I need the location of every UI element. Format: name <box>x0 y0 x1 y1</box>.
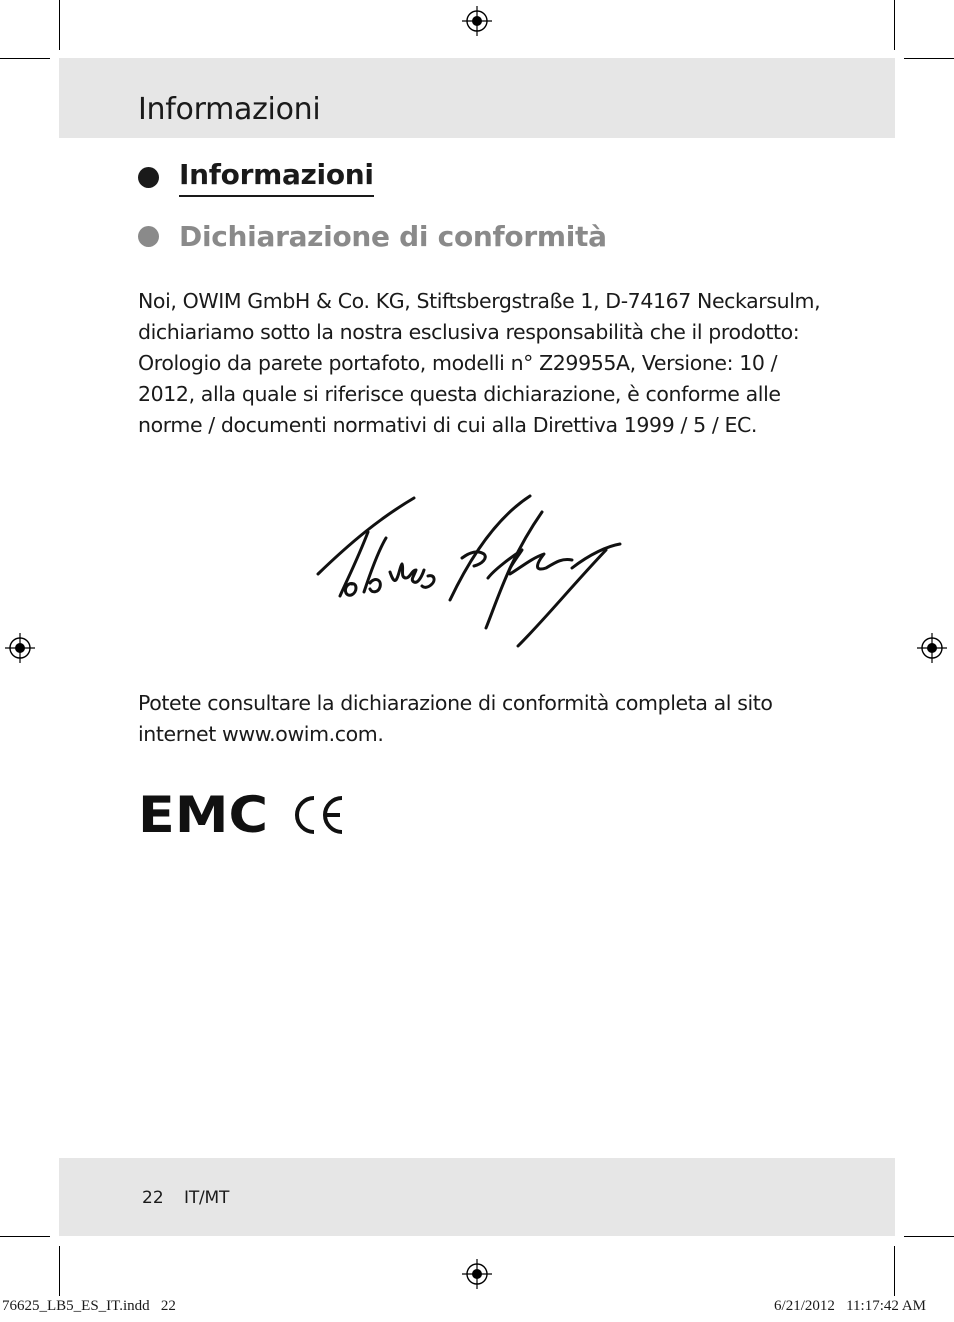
section-heading-label: Dichiarazione di conformità <box>179 220 607 253</box>
registration-mark-icon <box>462 6 492 36</box>
emc-logo: EMC <box>138 790 268 838</box>
print-slug-file: 76625_LB5_ES_IT.indd 22 <box>2 1298 176 1314</box>
crop-mark-bottom-right-horizontal <box>904 1236 954 1237</box>
website-paragraph: Potete consultare la dichiarazione di conformità completa al sito internet www.owim.com. <box>138 691 773 746</box>
registration-mark-icon <box>462 1259 492 1289</box>
page-number: 22 <box>142 1188 164 1208</box>
crop-mark-top-right-horizontal <box>904 58 954 59</box>
ce-mark-icon <box>297 798 342 832</box>
section-heading-label: Informazioni <box>179 158 374 197</box>
bullet-icon <box>138 167 159 188</box>
signature-image <box>310 488 640 653</box>
registration-mark-icon <box>917 633 947 663</box>
print-slug-timestamp: 6/21/2012 11:17:42 AM <box>774 1298 926 1314</box>
crop-mark-top-right-vertical <box>894 0 895 50</box>
declaration-paragraph: Noi, OWIM GmbH & Co. KG, Stiftsbergstraße 1, D-74167 Neckarsulm, dichiariamo sotto la nostra esclusiva responsabilità che il prodotto: Orologio da parete portafoto, modelli n° Z29955A, Versione: 10 / 2012, alla quale si riferisce questa dichiarazione, è conforme alle norme / documenti normativi di cui alla Direttiva 1999 / 5 / EC. <box>138 289 821 437</box>
page-title: Informazioni <box>138 92 321 127</box>
crop-mark-bottom-right-vertical <box>894 1246 895 1296</box>
crop-mark-bottom-left-horizontal <box>0 1236 50 1237</box>
crop-mark-top-left-vertical <box>59 0 60 50</box>
emc-ce-logo <box>138 790 353 838</box>
registration-mark-icon <box>5 633 35 663</box>
language-code: IT/MT <box>184 1188 230 1208</box>
crop-mark-top-left-horizontal <box>0 58 50 59</box>
crop-mark-bottom-left-vertical <box>59 1246 60 1296</box>
section-heading-informazioni <box>138 158 374 197</box>
section-heading-conformity <box>138 220 607 253</box>
bullet-icon <box>138 226 159 247</box>
